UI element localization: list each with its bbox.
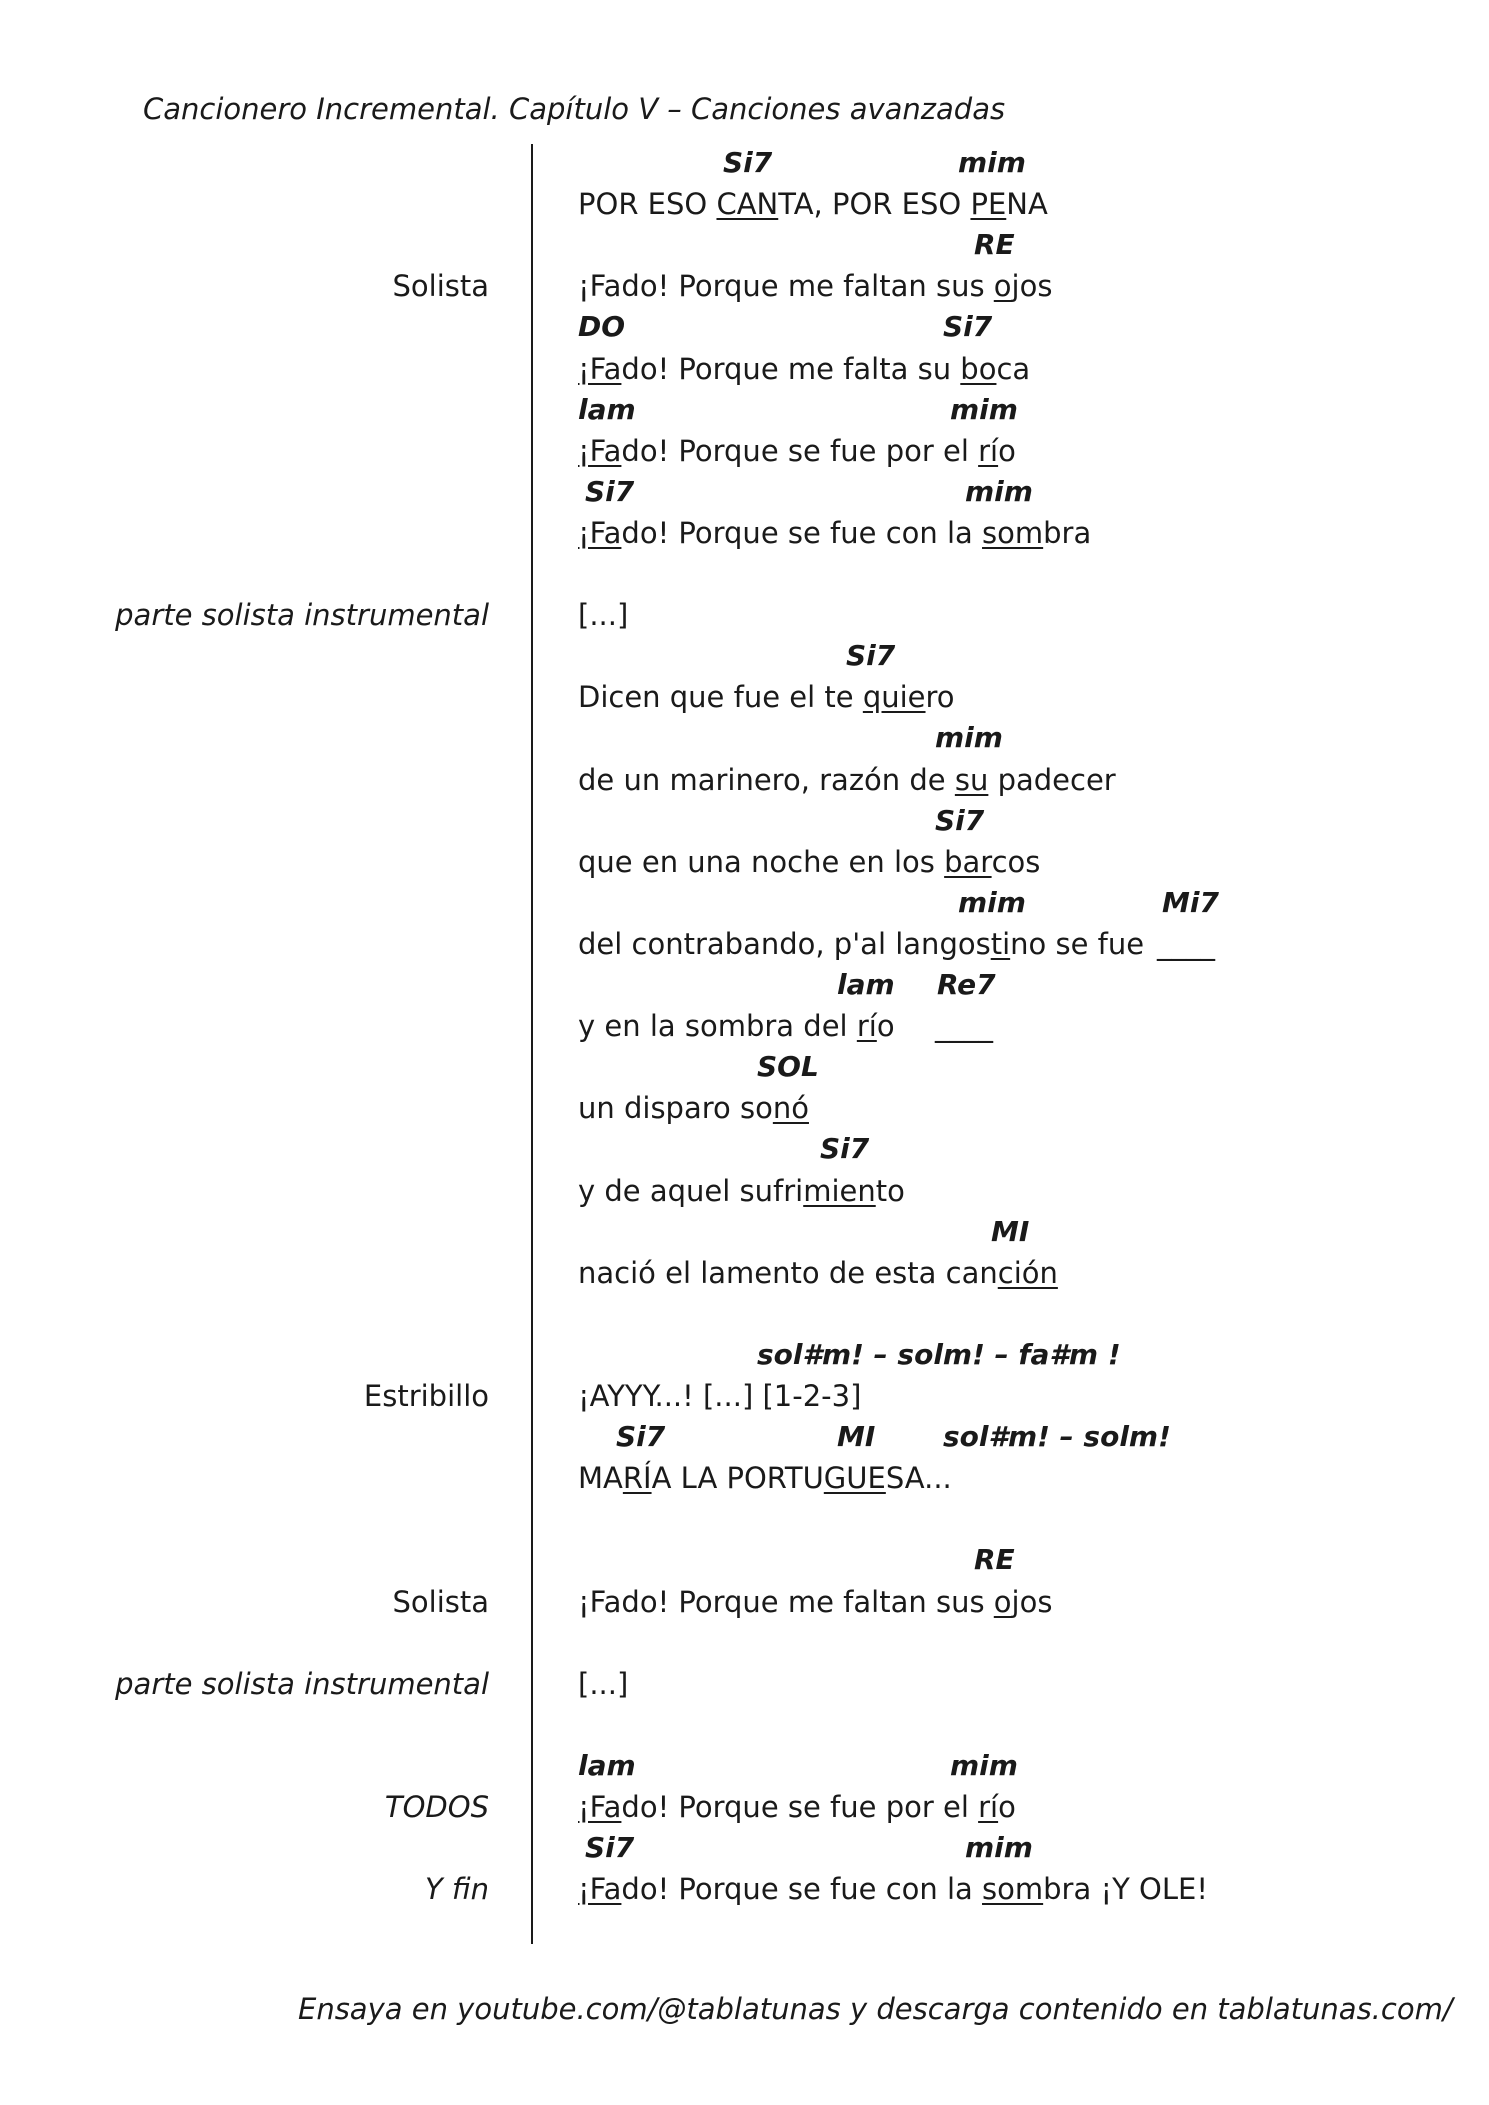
stressed-syllable: ¡Fa bbox=[578, 351, 622, 386]
lyric-segment: to bbox=[875, 1173, 905, 1208]
chord: SOL bbox=[757, 1050, 819, 1084]
stressed-syllable: ¡Fa bbox=[578, 433, 622, 468]
section-label: Y fin bbox=[424, 1872, 489, 1907]
chord: mim bbox=[950, 1748, 1018, 1782]
lyric-text bbox=[578, 1461, 952, 1495]
stressed-syllable: bar bbox=[944, 844, 992, 879]
lyric-segment: o bbox=[998, 1790, 1016, 1824]
lyric-text bbox=[578, 187, 1048, 221]
lyric-line bbox=[0, 352, 1489, 393]
lyric-segment: ca bbox=[996, 351, 1031, 386]
lyric-line bbox=[0, 1790, 1489, 1831]
lyric-line bbox=[0, 1091, 1489, 1132]
chord: mim bbox=[958, 885, 1026, 919]
lyric-text bbox=[578, 1585, 1052, 1619]
chord: RE bbox=[974, 1543, 1015, 1577]
lyric-text bbox=[578, 352, 1030, 386]
lyric-line bbox=[0, 763, 1489, 804]
stressed-syllable: rí bbox=[978, 433, 999, 468]
stressed-syllable: PE bbox=[970, 187, 1007, 222]
lyric-line bbox=[0, 516, 1489, 557]
stressed-syllable: RÍ bbox=[622, 1461, 652, 1496]
chord: lam bbox=[837, 968, 895, 1001]
lyric-line bbox=[0, 1667, 1489, 1708]
chord: mim bbox=[958, 146, 1026, 179]
chord-line bbox=[0, 804, 1489, 845]
chord: mim bbox=[965, 474, 1033, 508]
chord-line bbox=[0, 1215, 1489, 1256]
chord-line bbox=[0, 1831, 1489, 1872]
stressed-syllable: ¡Fa bbox=[578, 1872, 622, 1907]
lyric-text bbox=[578, 269, 1052, 303]
lyric-text bbox=[578, 1667, 628, 1701]
lyric-segment: un disparo so bbox=[578, 1091, 773, 1126]
lyric-line bbox=[0, 269, 1489, 310]
chord-line bbox=[0, 310, 1489, 351]
chord-line bbox=[0, 639, 1489, 680]
page-header: Cancionero Incremental. Capítulo V – Canciones avanzadas bbox=[143, 92, 1006, 126]
lyric-text bbox=[578, 1256, 1058, 1290]
lyric-line bbox=[0, 1174, 1489, 1215]
lyric-text bbox=[578, 1379, 861, 1413]
stressed-syllable: quie bbox=[862, 680, 926, 715]
lyric-line bbox=[0, 1256, 1489, 1297]
lyric-segment: ¡Fado! Porque me faltan sus bbox=[578, 269, 994, 304]
chord-line bbox=[0, 968, 1489, 1009]
chord: MI bbox=[837, 1420, 876, 1454]
chord-line bbox=[0, 146, 1489, 187]
chord: Si7 bbox=[585, 474, 635, 508]
lyric-segment: TA, POR ESO bbox=[778, 187, 971, 222]
blank-line bbox=[0, 1626, 1489, 1667]
chord-line bbox=[0, 886, 1489, 927]
stressed-syllable: som bbox=[982, 515, 1044, 550]
lyric-segment: [...] bbox=[578, 598, 629, 633]
chord: Si7 bbox=[943, 310, 993, 344]
lyric-segment: POR ESO bbox=[578, 187, 717, 222]
lyric-segment: jos bbox=[1011, 269, 1053, 304]
chord-line bbox=[0, 393, 1489, 434]
chord-line bbox=[0, 228, 1489, 269]
lyric-text bbox=[578, 598, 628, 632]
lyric-segment: del contrabando, p'al langos bbox=[578, 926, 991, 961]
chord: Si7 bbox=[616, 1420, 666, 1454]
lyric-segment: do! Porque se fue con la bbox=[621, 515, 983, 550]
lyric-segment: cos bbox=[991, 844, 1041, 879]
lyric-segment: ro bbox=[925, 680, 955, 715]
lyric-segment: bra ¡Y OLE! bbox=[1043, 1872, 1208, 1907]
blank-line bbox=[0, 557, 1489, 598]
chord-line bbox=[0, 475, 1489, 516]
lyric-text bbox=[578, 680, 955, 714]
chord-line bbox=[0, 1050, 1489, 1091]
chord: lam bbox=[578, 392, 636, 426]
lyric-line bbox=[0, 1009, 1489, 1050]
lyric-segment: bra bbox=[1043, 515, 1092, 550]
lyric-segment: A LA PORTU bbox=[651, 1461, 824, 1496]
lyric-segment: o bbox=[998, 433, 1016, 468]
hold-blank: ____ bbox=[1157, 926, 1215, 961]
section-label: parte solista instrumental bbox=[115, 598, 489, 633]
lyric-segment: Dicen que fue el te bbox=[578, 680, 863, 715]
lyric-segment: que en una noche en los bbox=[578, 844, 945, 879]
stressed-syllable: ti bbox=[990, 926, 1011, 961]
lyric-line bbox=[0, 187, 1489, 228]
lyric-text bbox=[578, 927, 1144, 961]
stressed-syllable: o bbox=[993, 269, 1012, 304]
chord: Si7 bbox=[935, 803, 985, 837]
chord: Si7 bbox=[820, 1132, 870, 1166]
page-footer: Ensaya en youtube.com/@tablatunas y descarga contenido en tablatunas.com/ bbox=[298, 1992, 1453, 2026]
lyric-segment: ¡Fado! Porque me faltan sus bbox=[578, 1584, 994, 1619]
lyric-line bbox=[0, 434, 1489, 475]
chord: mim bbox=[935, 721, 1003, 755]
chord: DO bbox=[578, 310, 626, 344]
lyric-text bbox=[578, 845, 1040, 879]
chord: mim bbox=[950, 392, 1018, 426]
stressed-syllable: ción bbox=[997, 1255, 1058, 1290]
lyric-text bbox=[578, 1174, 905, 1208]
chord: Si7 bbox=[846, 639, 896, 673]
lyric-text bbox=[578, 516, 1091, 550]
lyric-segment: nació el lamento de esta can bbox=[578, 1255, 998, 1290]
blank-line bbox=[0, 1708, 1489, 1749]
lyric-line bbox=[0, 927, 1489, 968]
lyric-line bbox=[0, 1379, 1489, 1420]
chord-line bbox=[0, 721, 1489, 762]
chord: mim bbox=[965, 1831, 1033, 1865]
chord: RE bbox=[974, 228, 1015, 262]
lyric-segment: y de aquel sufri bbox=[578, 1173, 804, 1208]
stressed-syllable: rí bbox=[856, 1009, 877, 1044]
chord: sol#m! – solm! bbox=[943, 1420, 1171, 1454]
chord: Mi7 bbox=[1162, 885, 1219, 919]
stressed-syllable: GUE bbox=[823, 1461, 886, 1496]
lyric-text bbox=[578, 1872, 1208, 1906]
lyric-segment: ¡AYYY...! [...] [1-2-3] bbox=[578, 1379, 862, 1413]
stressed-syllable: bo bbox=[960, 351, 997, 386]
stressed-syllable: CAN bbox=[716, 187, 779, 222]
lyric-line bbox=[0, 1585, 1489, 1626]
stressed-syllable: su bbox=[954, 762, 989, 797]
section-label: TODOS bbox=[384, 1790, 489, 1824]
lyric-line bbox=[0, 598, 1489, 639]
lyric-segment: do! Porque me falta su bbox=[621, 351, 961, 386]
lyric-line bbox=[0, 845, 1489, 886]
chord: Re7 bbox=[937, 968, 996, 1001]
chord: Si7 bbox=[723, 146, 773, 179]
stressed-syllable: o bbox=[993, 1584, 1012, 1619]
lyric-text bbox=[578, 434, 1016, 468]
stressed-syllable: nó bbox=[772, 1091, 809, 1126]
hold-blank: ____ bbox=[935, 1009, 993, 1044]
section-label: Estribillo bbox=[363, 1379, 489, 1413]
chord-line bbox=[0, 1420, 1489, 1461]
lyric-segment: NA bbox=[1006, 187, 1048, 222]
blank-line bbox=[0, 1297, 1489, 1338]
lyric-segment: do! Porque se fue por el bbox=[621, 433, 979, 468]
stressed-syllable: mien bbox=[803, 1173, 876, 1208]
lyric-segment: do! Porque se fue con la bbox=[621, 1872, 983, 1907]
chord-line bbox=[0, 1749, 1489, 1790]
lyric-line bbox=[0, 1461, 1489, 1502]
lyric-line bbox=[0, 680, 1489, 721]
section-label: parte solista instrumental bbox=[115, 1666, 489, 1701]
chord-line bbox=[0, 1543, 1489, 1584]
lyric-segment: do! Porque se fue por el bbox=[621, 1790, 979, 1824]
stressed-syllable: rí bbox=[978, 1790, 999, 1824]
chord: MI bbox=[991, 1214, 1030, 1248]
stressed-syllable: ¡Fa bbox=[578, 515, 622, 550]
chord: lam bbox=[578, 1748, 636, 1782]
lyric-text bbox=[578, 1009, 895, 1043]
lyric-segment: padecer bbox=[988, 762, 1116, 797]
stressed-syllable: som bbox=[982, 1872, 1044, 1907]
stressed-syllable: ¡Fa bbox=[578, 1790, 622, 1824]
chord: Si7 bbox=[585, 1831, 635, 1865]
chord-line bbox=[0, 1132, 1489, 1173]
lyric-segment: y en la sombra del bbox=[578, 1009, 857, 1044]
section-label: Solista bbox=[392, 269, 489, 304]
blank-line bbox=[0, 1502, 1489, 1543]
lyric-segment: jos bbox=[1011, 1584, 1053, 1619]
lyric-segment: MA bbox=[578, 1461, 623, 1496]
lyric-line bbox=[0, 1872, 1489, 1913]
lyric-segment: SA... bbox=[885, 1461, 952, 1496]
lyric-segment: o bbox=[876, 1009, 895, 1044]
lyric-text bbox=[578, 1091, 809, 1125]
chord-line bbox=[0, 1338, 1489, 1379]
lyric-segment: de un marinero, razón de bbox=[578, 762, 955, 797]
lyric-segment: [...] bbox=[578, 1666, 629, 1701]
chord: sol#m! – solm! – fa#m ! bbox=[757, 1337, 1121, 1371]
lyric-text bbox=[578, 763, 1116, 797]
lyric-segment: no se fue bbox=[1010, 926, 1145, 961]
section-label: Solista bbox=[392, 1584, 489, 1619]
lyric-text bbox=[578, 1790, 1016, 1824]
